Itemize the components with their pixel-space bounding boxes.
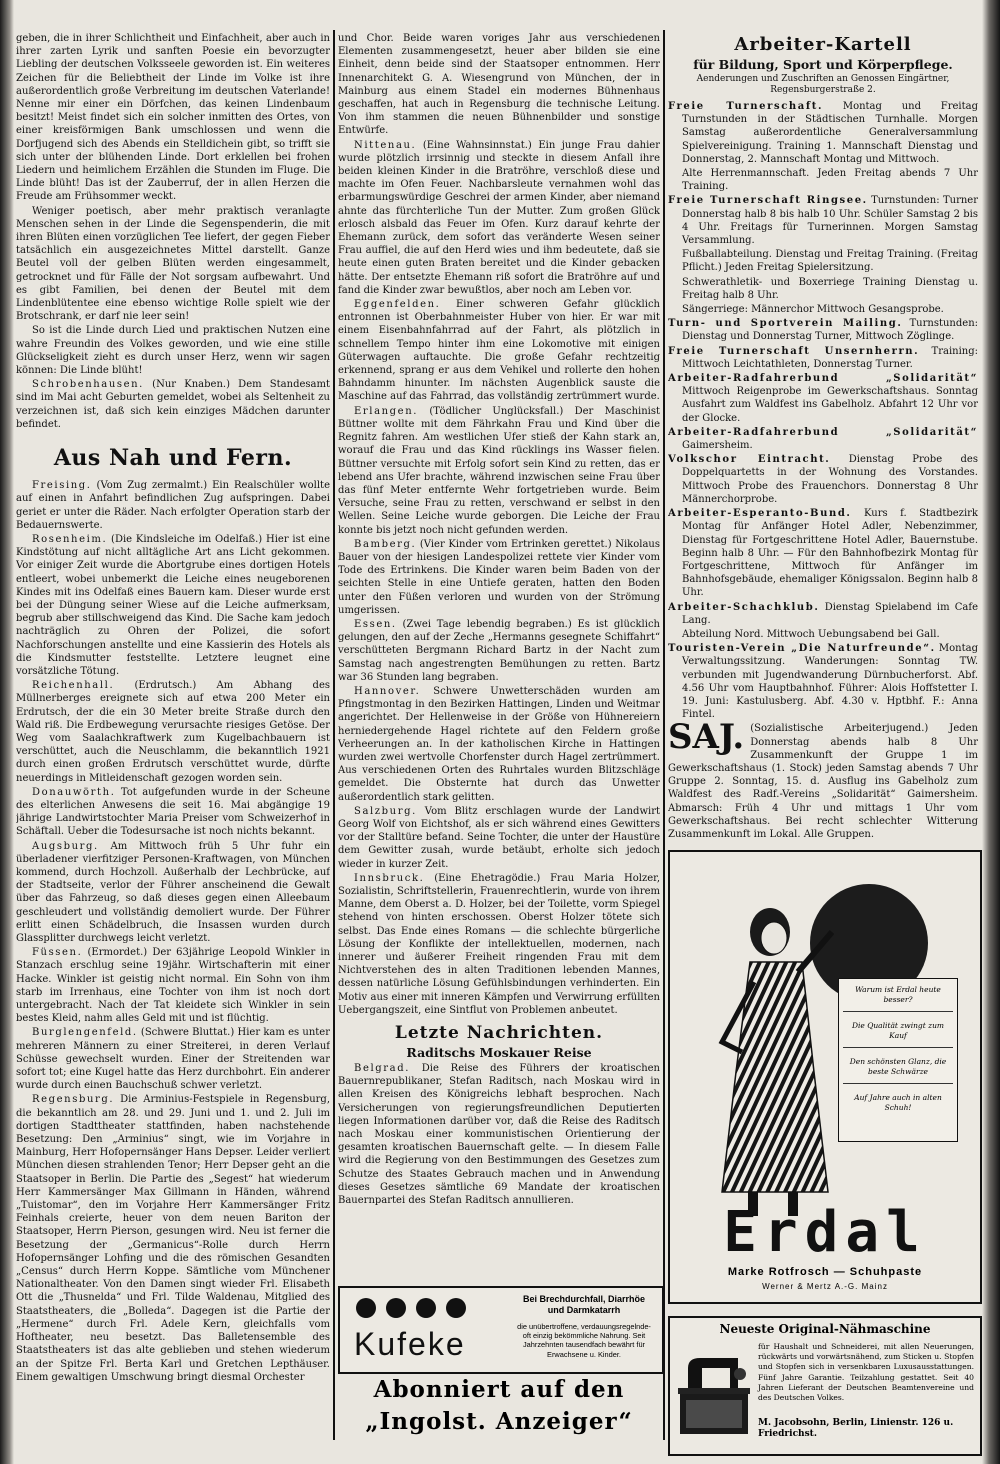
news-text: Die Reise des Führers der kroatischen Bauernrepublikaner, Stefan Raditsch, nach Moskau wird in allen Kreisen des Königreichs lebhaft besprochen. Nach Versicherungen von regierungsfreundlichen Deputierten liegen Informationen darüber vor, daß die Reise des Raditsch nach Moskau einer kommunistischen Orientierung der gesamten kroatischen Bauernschaft gelte. — In diesem Falle wird die Regierung von den Bestimmungen des Gesetzes zum Schutze des Staates Gebrauch machen und in Anwendung dieses Gesetzes sämtliche 69 Mandate der kroatischen Bauernpartei des Stefan Raditsch annullieren. — [338, 1063, 660, 1207]
club-text: (Sozialistische Arbeiterjugend.) Jeden Donnerstag abends halb 8 Uhr Zusammenkunft der Gruppe 1 im Gewerkschaftshaus (1. Stock) jeden Samstag abends 7 Uhr Gruppe 2. Sonntag, 15. d. Ausflug ins Gabelholz zum Waldfest des Radf.-Vereins „Solidarität“ Gaimersheim. Abmarsch: Früh 4 Uhr und mittags 1 Uhr vom Gewerkschaftshaus. Bei recht schlechter Witterung Zusammenkunft im Lokal. Alle Gruppen. — [668, 723, 978, 840]
erdal-slogan-line: Die Qualität zwingt zum Kauf — [843, 1021, 953, 1048]
kufeke-advertisement — [338, 1286, 664, 1374]
column-rule-2 — [663, 30, 665, 1440]
news-place: Erlangen. — [354, 405, 419, 417]
news-text: Einer schweren Gefahr glücklich entronnen ist Oberbahnmeister Huber von hier. Er war mit einem Eisenbahnfahrrad auf der Fahrt, als plötzlich in schnellem Tempo hinter ihm eine Lokomotive mit einigen Güterwagen auftauchte. Die große Gefahr rechtzeitig erkennend, sprang er aus dem Vehikel und rollerte den hohen Bahndamm hinunter. Im nächsten Augenblick sauste die Maschine auf das Fahrrad, das vollständig zertrümmert wurde. — [338, 299, 660, 403]
news-text: (Nur Knaben.) Dem Standesamt sind im Mai acht Geburten gemeldet, wobei als Seltenheit zu verzeichnen ist, daß sich kein einziges Mädchen darunter befindet. — [16, 379, 330, 430]
dot-icon — [446, 1298, 466, 1318]
erdal-advertisement — [668, 850, 982, 1304]
sewing-machine-advertisement — [668, 1316, 982, 1456]
news-continuation: und Chor. Beide waren voriges Jahr aus verschiedenen Elementen zusammengesetzt, heuer aber bilden sie eine Einheit, denn beide sind der Staatsoper entnommen. Herr Innenarchitekt G. A. Wiesengrund von München, der in Mainburg aus einem Stadel ein modernes Bühnenhaus geschaffen, hat auch in Regensburg die technische Leitung. Von ihm stammen die neuen Bühnenbilder und sonstige Entwürfe. — [338, 33, 660, 137]
woman-figure-icon — [702, 892, 842, 1222]
news-text: (Vier Kinder vom Ertrinken gerettet.) Nikolaus Bauer von der hiesigen Landespolizei rettete vier Kinder vom Tode des Ertrinkens. Die Kinder waren beim Baden von der seichten Stelle in eine Untiefe geraten, hatten den Boden unter den Füßen verloren und wurden von der Strömung umgerissen. — [338, 538, 660, 616]
erdal-company: Werner & Mertz A.-G. Mainz — [762, 1282, 888, 1291]
news-item — [16, 533, 330, 678]
club-section-note: Regensburgerstraße 2. — [770, 85, 876, 95]
news-item — [338, 1062, 660, 1207]
column-middle — [338, 32, 660, 1282]
news-item — [338, 618, 660, 684]
news-text: (Die Kindsleiche im Odelfaß.) Hier ist eine Kindstötung auf nicht alltägliche Art ans Licht gekommen. Vor einiger Zeit wurde die Abortgrube eines dortigen Hotels entleert, wobei unbemerkt die Leiche eines neugeborenen Kindes mit ins Odelfaß eines Bauern kam. Dieser wurde erst bei der Düngung seiner Wiese auf die Leiche aufmerksam, begrub aber stillschweigend das Kind. Die Sache kam jedoch nachträglich zu Ohren der Polizei, die sofort Nachforschungen anstellte und eine Kassierin des Hotels als die Kindsmutter feststellte. Letztere leugnet eine vorsätzliche Tötung. — [16, 533, 330, 677]
news-item — [16, 378, 330, 431]
club-section-note: Aenderungen und Zuschriften an Genossen Eingärtner, — [696, 74, 950, 84]
news-place: Schrobenhausen. — [32, 379, 144, 391]
club-text: Kurs f. Stadtbezirk Montag für Anfänger Hotel Adler, Nebenzimmer, Dienstag für Fortgeschrittene Hotel Adler, Bauernstube. Beginn halb 8 Uhr. — Für den Bahnhofbezirk Montag für Fortgeschrittene, Mittwoch für Anfänger im Bahnhofsgebäude, ehemaliger Königssalon. Beginn halb 8 Uhr. — [682, 508, 978, 599]
dot-icon — [386, 1298, 406, 1318]
club-text: Turnstunden: Dienstag und Donnerstag Turner, Mittwoch Zöglinge. — [682, 318, 978, 343]
news-place: Regensburg. — [32, 1094, 115, 1106]
sewing-machine-icon — [676, 1344, 752, 1440]
club-item — [668, 345, 978, 371]
club-item — [668, 317, 978, 343]
club-item — [668, 601, 978, 627]
news-text: (Schwere Bluttat.) Hier kam es unter mehreren Männern zu einer Streiterei, in deren Verlauf Schüsse gewechselt wurden. Einer der Streitenden war sofort tot; eine Kugel hatte das Herz durchbohrt. Ein anderer wurde durch einen Bauchschuß schwer verletzt. — [16, 1027, 330, 1092]
news-item — [338, 538, 660, 617]
club-item — [668, 453, 978, 506]
subscription-advertisement — [338, 1376, 660, 1452]
news-item — [338, 139, 660, 297]
news-item — [338, 405, 660, 537]
news-text: Vom Blitz erschlagen wurde der Landwirt Georg Wolf von Eichtshof, als er sich während eines Gewitters vor der Stalltüre befand. Seine Tochter, die unter der Haustüre dem Gewitter zusah, wurde betäubt, erholte sich jedoch wieder in kurzer Zeit. — [338, 805, 660, 870]
club-text: Dienstag Spielabend im Cafe Lang. — [682, 601, 978, 626]
kufeke-brand-name: Kufeke — [354, 1326, 466, 1362]
news-item — [338, 805, 660, 871]
club-text: Training: Mittwoch Leichtathleten, Donnerstag Turner. — [682, 345, 978, 370]
news-item — [16, 679, 330, 785]
news-place: Burglengenfeld. — [32, 1027, 138, 1039]
news-text: (Vom Zug zermalmt.) Ein Realschüler wollte auf einen in Anfahrt befindlichen Zug aufspringen. Dabei geriet er unter die Räder. Nach erfolgter Operation starb der Bedauernswerte. — [16, 480, 330, 531]
news-item — [16, 1093, 330, 1383]
erdal-slogan-card — [838, 978, 958, 1142]
linden-article-p1: geben, die in ihrer Schlichtheit und Einfachheit, aber auch in ihrer zarten Lyrik und sanften Poesie ein bevorzugter Liebling der deutschen Volksseele geworden ist. Ein weiteres Zeichen für die Beliebtheit der Linde im Volke ist ihre außerordentlich große Verbreitung im deutschen Vaterlande! Nenne mir einer ein Dörfchen, das keinen Lindenbaum besitzt! Meist findet sich ein solcher inmitten des Ortes, von einer kreisförmigen Bank umschlossen und wenn die Dorfjugend sich des Abends ein Stelldichein gibt, so trifft sie sich unter der blühenden Linde. Dort erklellen bei frohen Liedern und heimlichem Erzählen die Stunden im Fluge. Die Linde blüht! Das ist der Zauberruf, der in allen Herzen die Freude am Frühsommer weckt. — [16, 33, 330, 203]
news-place: Füssen. — [32, 947, 83, 959]
sewing-ad-company: M. Jacobsohn, Berlin, Linienstr. 126 u. Friedrichst. — [758, 1418, 954, 1439]
club-item — [668, 507, 978, 599]
club-name: Arbeiter-Esperanto-Bund. — [668, 508, 852, 520]
linden-article-p3: So ist die Linde durch Lied und praktischen Nutzen eine wahre Freundin des Volkes geworden, und wie eine stille Glückseligkeit zieht es durch unser Herz, wenn wir sagen können: Die Linde blüht! — [16, 325, 330, 377]
club-section-title: Arbeiter-Kartell — [734, 34, 912, 55]
section-heading: Aus Nah und Fern. — [53, 445, 293, 472]
club-name: Arbeiter-Radfahrerbund „Solidarität“ — [668, 373, 978, 385]
column-left — [16, 32, 330, 1442]
news-place: Innsbruck. — [354, 872, 425, 884]
news-item — [338, 685, 660, 804]
news-text: Am Mittwoch früh 5 Uhr fuhr ein überladener vierfitziger Personen-Kraftwagen, von München kommend, durch Hochzoll. Außerhalb der Lechbrücke, auf der Stadtseite, verlor der Führer anscheinend die Gewalt über das Fahrzeug, so daß dieses gegen einen Alleebaum geschleudert und vollständig demoliert wurde. Der Führer erlitt einen Schädelbruch, die Insassen wurden durch Glassplitter durchwegs leicht verletzt. — [16, 840, 330, 944]
news-place: Hannover. — [354, 685, 421, 697]
club-text: Turnstunden: Turner Donnerstag halb 8 bis halb 10 Uhr. Schüler Samstag 2 bis 4 Uhr. Freitags für Turnerinnen. Morgen Samstag Versammlung. — [682, 195, 978, 247]
club-item: Schwerathletik- und Boxerriege Training Dienstag u. Freitag halb 8 Uhr. — [682, 276, 978, 301]
news-item — [16, 786, 330, 839]
linden-article-p2: Weniger poetisch, aber mehr praktisch veranlagte Menschen sehen in der Linde die Segenspenderin, die mit ihren Blüten einen vorzüglichen Tee liefert, der gegen Fieber tatsächlich ein ausgezeichnetes Mittel darstellt. Ganze Beutel voll der gelben Blüten werden eingesammelt, getrocknet und für Fälle der Not sorgsam aufbewahrt. Und es gibt Familien, bei denen der Beutel mit dem Lindenblütentee eine ebenso wichtige Rolle spielt wie der Brotschrank, er darf nie leer sein! — [16, 205, 330, 323]
news-item — [16, 479, 330, 532]
news-text: (Ermordet.) Der 63jährige Leopold Winkler in Stanzach erschlug seine 19jähr. Wirtschafterin mit einer Hacke. Winkler ist geistig nicht normal. Ein Sohn von ihm starb im Irrenhaus, eine Tochter von ihm ist noch dort untergebracht. Nach der Tat kleidete sich Winkler in sein bestes Kleid, nahm alles Geld mit und ist flüchtig. — [16, 947, 330, 1025]
club-item: Fußballabteilung. Dienstag und Freitag Training. (Freitag Pflicht.) Jeden Freitag Spielersitzung. — [682, 249, 978, 274]
subscription-line-1: Abonniert auf den — [373, 1376, 625, 1403]
news-place: Rosenheim. — [32, 533, 108, 545]
news-place: Nittenau. — [354, 139, 417, 151]
erdal-slogan-line: Auf Jahre auch in alten Schuh! — [854, 1093, 942, 1112]
club-name: Volkschor Eintracht. — [668, 454, 831, 466]
news-item — [16, 1026, 330, 1092]
club-name: Arbeiter-Radfahrerbund „Solidarität“ — [668, 426, 978, 438]
news-place: Donauwörth. — [32, 786, 116, 798]
club-item — [668, 642, 978, 721]
news-item — [16, 840, 330, 946]
news-place: Salzburg. — [354, 805, 417, 817]
column-rule-1 — [333, 30, 335, 1440]
news-text: (Erdrutsch.) Am Abhang des Müllnerberges ereignete sich auf etwa 200 Meter ein Erdrutsch, der die ein 30 Meter breite Straße durch den Wald riß. Die Erdbewegung verursachte riesiges Getöse. Der Weg vom Saalachkraftwerk zum Kugelbachbauern ist verschüttet, auch die Neuschlamm, die bekanntlich 1921 durch einen großen Erdrutsch verschüttet wurde, dürfte neuerdings in Mitleidenschaft gezogen worden sein. — [16, 680, 330, 784]
page-edge-shadow-left — [0, 0, 14, 1464]
news-text: (Eine Wahnsinnstat.) Ein junge Frau dahier wurde plötzlich irrsinnig und steckte in diesem Anfall ihre beiden kleinen Kinder in die Bratröhre, verschloß diese und machte im Ofen Feuer. Nachbarsleute vernahmen wohl das erbarmungswürdige Geschrei der armen Kinder, aber niemand ahnte das fürchterliche Tun der Mutter. Zum großen Glück erlosch alsbald das Feuer im Ofen. Kurz darauf kehrte der Ehemann zurück, dem sofort das veränderte Wesen seiner Frau auffiel, die auf den Herd wies und ihm bedeutete, daß sie heute einen guten Braten bereitet und die Kinder gebacken hätte. Der entsetzte Ehemann riß sofort die Bratröhre auf und fand die Kinder zwar bewußtlos, aber noch am Leben vor. — [338, 139, 660, 296]
erdal-slogan-line: Den schönsten Glanz, die beste Schwärze — [843, 1057, 953, 1084]
news-text: (Tödlicher Unglücksfall.) Der Maschinist Büttner wollte mit dem Fährkahn Frau und Kind über die Regnitz fahren. Am westlichen Ufer stieß der Kahn stark an, worauf die Frau und das Kind rücklings ins Wasser fielen. Büttner versuchte mit Erfolg sofort sein Kind zu retten, das er lebend ans Ufer brachte, während inzwischen seine Frau über das fünf Meter entfernte Wehr fortgetrieben wurde. Beim Versuche, seine Frau zu retten, verschwand er selbst in den Wellen. Seine Leiche wurde geborgen. Die Leiche der Frau konnte bis jetzt noch nicht gefunden werden. — [338, 405, 660, 536]
club-item: Sängerriege: Männerchor Mittwoch Gesangsprobe. — [682, 304, 944, 316]
news-place: Belgrad. — [354, 1063, 410, 1075]
club-text: Dienstag Probe des Doppelquartetts in der Wohnung des Vorstandes. Mittwoch Probe des Frauenchors. Donnerstag 8 Uhr Männerchorprobe. — [682, 454, 978, 505]
club-name: Turn- und Sportverein Mailing. — [668, 318, 903, 330]
latest-news-subheading: Raditschs Moskauer Reise — [406, 1045, 592, 1061]
erdal-marke: Marke Rotfrosch — Schuhpaste — [727, 1266, 923, 1278]
dot-icon — [356, 1298, 376, 1318]
kufeke-text: die unübertroffene, verdauungsregelnde-oft einzig bekömmliche Nahrung. Seit Jahrzehnten tausendfach bewährt für Erwachsene u. Kinder. — [517, 1322, 651, 1359]
latest-news-heading: Letzte Nachrichten. — [394, 1023, 604, 1044]
subscription-line-2: „Ingolst. Anzeiger“ — [365, 1408, 633, 1435]
erdal-slogan-line: Warum ist Erdal heute besser? — [843, 985, 953, 1012]
club-item — [668, 372, 978, 425]
club-text: Mittwoch Reigenprobe im Gewerkschaftshaus. Sonntag Ausfahrt zum Waldfest ins Gabelholz. Abfahrt 12 Uhr vor der Glocke. — [682, 386, 978, 424]
news-place: Bamberg. — [354, 538, 417, 550]
news-place: Freising. — [32, 480, 92, 492]
club-name: Touristen-Verein „Die Naturfreunde“. — [668, 643, 936, 655]
kufeke-dots-icon — [356, 1298, 476, 1322]
club-name: Freie Turnerschaft. — [668, 101, 824, 112]
sewing-ad-text: für Haushalt und Schneiderei, mit allen Neuerungen, rückwärts und vorwärtsnähend, zum Sticken u. Stopfen und Stopfen sich in versenkbaren Luxusausstattungen. Fünf Jahre Garantie. Teilzahlung gestattet. Seit 40 Jahren Lieferant der Deutschen Beamtenvereine und des Deutschen Volkes. — [758, 1342, 974, 1403]
club-section-subtitle: für Bildung, Sport und Körperpflege. — [693, 57, 953, 72]
dot-icon — [416, 1298, 436, 1318]
club-name: Freie Turnerschaft Unsernherrn. — [668, 345, 920, 357]
news-place: Eggenfelden. — [354, 299, 441, 311]
sewing-ad-title: Neueste Original-Nähmaschine — [719, 1322, 931, 1336]
news-item — [338, 872, 660, 1017]
club-item — [668, 194, 978, 247]
club-item — [668, 426, 978, 452]
club-text: Montag und Freitag Turnstunden in der Städtischen Turnhalle. Morgen Samstag außerordentliche Generalversammlung Spielvereinigung. Training 1. Mannschaft Dienstag und Donnerstag, 2. Mannschaft Montag und Mittwoch. — [682, 101, 978, 165]
news-text: Tot aufgefunden wurde in der Scheune des elterlichen Anwesens die seit 16. Mai abgängige 19 jährige Landwirtstochter Maria Preiser vom Schweizerhof in Schäftall. Ueber die Todesursache ist noch nichts bekannt. — [16, 786, 330, 838]
club-item: Abteilung Nord. Mittwoch Uebungsabend bei Gall. — [682, 628, 940, 640]
news-place: Reichenhall. — [32, 680, 115, 692]
club-text: Gaimersheim. — [682, 440, 753, 452]
club-item: Alte Herrenmannschaft. Jeden Freitag abends 7 Uhr Training. — [682, 168, 978, 193]
news-item — [16, 946, 330, 1025]
news-item — [338, 298, 660, 404]
club-item-saj — [668, 717, 978, 841]
news-text: (Eine Ehetragödie.) Frau Maria Holzer, Sozialistin, Schriftstellerin, Frauenrechtlerin, wurde von ihrem Manne, dem Oberst a. D. Holzer, bei der Toilette, vorm Spiegel stehend von hinten erschossen. Oberst Holzer tötete sich selbst. Das Ende eines Romans — die schlechte bürgerliche Lösung der Konflikte der intellektuellen, modernen, nach innerer und äußerer Freiheit ringenden Frau mit dem Nichtverstehen des in alten Traditionen lebenden Mannes, dessen natürliche Lösung Gefühlsbindungen verhinderten. Ein Motiv aus einer mit inneren Kämpfen und Verwirrung erfüllten Uebergangszeit, eine Sintflut von Problemen anbeutet. — [338, 872, 660, 1016]
club-name: Freie Turnerschaft Ringsee. — [668, 195, 868, 207]
column-right — [668, 32, 978, 842]
page-edge-shadow-right — [982, 0, 1000, 1464]
kufeke-headline: Bei Brechdurchfall, Diarrhöe und Darmkatarrh — [522, 1294, 646, 1315]
club-item — [668, 100, 978, 166]
news-place: Augsburg. — [32, 840, 99, 852]
club-name: Arbeiter-Schachklub. — [668, 601, 820, 613]
news-text: Die Arminius-Festspiele in Regensburg, die bekanntlich am 28. und 29. Juni und 1. und 2. Juli im dortigen Stadttheater stattfinden, haben nachstehende Besetzung: Den „Arminius“ singt, wie im Vorjahre in Mainburg, Herr Hofopernsänger Hans Depser. Leider verliert München diesen strahlenden Tenor; Herr Depser geht an die Staatsoper in Berlin. Die Partie des „Segest“ hat wiederum Herr Kammersänger Max Gillmann in Händen, während „Tuistomar“, den im Vorjahre Herr Kammersänger Fritz Feinhals creierte, heuer von dem neuen Bariton der Staatsoper, Herrn Pierson, gesungen wird. Neu ist ferner die Besetzung der „Germanicus“-Rolle durch Herrn Hofopernsänger Lohfing und die des römischen Gesandten „Census“ durch Herrn Koppe. Sämtliche vom Münchener Nationaltheater. Von den Damen singt wieder Frl. Elisabeth Ott die „Thusnelda“ und Frl. Tilde Waldenau, Mitglied des Staatstheaters, die „Bolleda“. Dagegen ist die Partie der „Hermene“ durch Frl. Adele Kern, gleichfalls vom Hoftheater, neu besetzt. Das Balletensemble des Staatstheaters ist das alte geblieben und stehen wiederum an der Spitze Frl. Berta Karl und Gretchen Lepthäuser. Einem gewaltigen Umschwung bringt diesmal Orchester — [16, 1094, 330, 1383]
news-text: Schwere Unwetterschäden wurden am Pfingstmontag in den Bezirken Hattingen, Linden und Weitmar angerichtet. Der Hellenweise in der Größe von Hühnereiern herniedergehende Hagel richtete auf den Feldern große Verheerungen an. In der katholischen Kirche in Hattingen wurden zwei wertvolle Chorfenster durch Hagel zertrümmert. Aus verschiedenen Orten des Ruhrtales wurden Blitzschläge gemeldet. Die Obsternte hat durch das Unwetter außerordentlich stark gelitten. — [338, 685, 660, 803]
news-place: Essen. — [354, 618, 397, 630]
saj-mark: SAJ. — [668, 717, 745, 758]
club-text: Montag Verwaltungssitzung. Wanderungen: Sonntag TW. verbunden mit Jugendwanderung Dürnbucherforst. Abf. 4.56 Uhr vom Hauptbahnhof. Führer: Alois Hoffstetter I. 19. Juni: Kastulusberg. Abf. 4.30 v. Hptbhf. F.: Anna Fintel. — [682, 643, 978, 721]
news-text: (Zwei Tage lebendig begraben.) Es ist glücklich gelungen, den auf der Zeche „Hermanns gesegnete Schiffahrt“ verschütteten Bergmann Richard Bartz in der Nacht zum Samstag nach angestrengten Bemühungen zu retten. Bartz war 36 Stunden lang begraben. — [338, 618, 660, 683]
erdal-brand-name: Erdal — [723, 1200, 927, 1265]
